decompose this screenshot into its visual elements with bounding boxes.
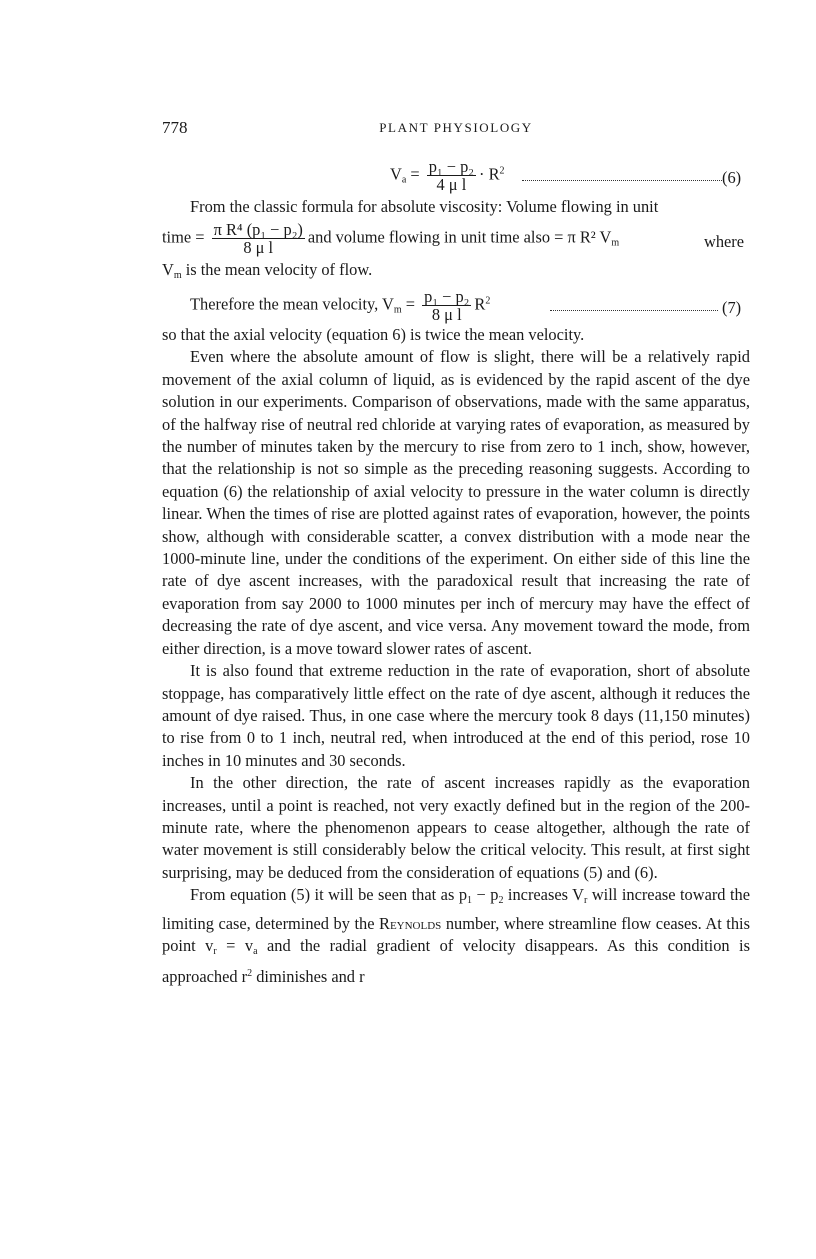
viscosity-mid-sub: m (611, 237, 620, 249)
page-header (162, 118, 750, 138)
eq7-prefix-sub: m (393, 304, 402, 316)
page-number: 778 (162, 118, 188, 137)
paragraph-reduction: It is also found that extreme reduction in the rate of evaporation, short of absolute stoppage, has comparatively little effect on the rate of dye ascent, although it reduces the amount of dye raised. Thus, in one case where the mercury took 8 days (11,150 minutes) to rise from 0 to 1 inch, neutral red, when introduced at the end of this period, rose 10 inches in 10 minutes and 30 seconds. (162, 661, 750, 770)
eq6-equals: = (406, 164, 424, 184)
eq5-text-2: − p (472, 885, 499, 905)
paragraph-direction: In the other direction, the rate of ascent increases rapidly as the evaporation increases, until a point is reached, not very exactly defined but in the region of the 200-minute rate, where the phenomenon appears to cease altogether, although the rate of water movement is still considerably below the critical velocity. This result, at first sight surprising, may be deduced from the consideration of equations (5) and (6). (162, 773, 750, 882)
viscosity-line-3 (162, 259, 750, 287)
eq5-text-7: and the radial gradient of velocity disappears. As this condition is approached r (162, 935, 750, 987)
viscosity-line-1: From the classic formula for absolute viscosity: Volume flowing in unit (190, 197, 659, 216)
paragraph-dye-ascent: Even where the absolute amount of flow is slight, there will be a relatively rapid movement of the axial column of liquid, as is evidenced by the rapid ascent of the dye solution in our experiments. Comparison of observations, made with the same apparatus, of the halfway rise of neutral red chloride at varying rates of evaporation, as measured by the number of minutes taken by the mercury to rise from zero to 1 inch, show, however, that the relationship is not so simple as the preceding reasoning suggests. According to equation (6) the relationship of axial velocity to pressure in the water column is directly linear. When the times of rise are plotted against rates of evaporation, however, the points show, although with considerable scatter, a convex distribution with a mode near the 1000-minute line, under the conditions of the experiment. On either side of this line the rate of dye ascent increases, with the paradoxical result that increasing the rate of evaporation from say 2000 to 1000 minutes per inch of mercury may have the effect of decreasing the rate of dye ascent, and vice versa. Any movement toward the mode, from either direction, is a move toward slower rates of ascent. (162, 347, 750, 658)
eq5-text-8: diminishes and r (252, 967, 365, 987)
eq7-number: (7) (722, 298, 742, 317)
eq7-denominator: 8 μ l (431, 305, 462, 324)
eq7-fraction (422, 288, 471, 323)
vm-symbol: V (162, 260, 174, 279)
time-prefix: time = (162, 227, 209, 247)
eq6-lhs: V (390, 164, 402, 184)
eq5-sub-5: a (253, 945, 258, 957)
viscosity-numerator: π R⁴ (p₁ − p₂) (213, 220, 303, 239)
main-body (162, 324, 750, 989)
eq6-denominator: 4 μ l (436, 175, 467, 194)
eq6-rhs-sup: 2 (499, 165, 505, 177)
viscosity-line-3-text (162, 259, 750, 287)
equation-6 (390, 158, 505, 193)
eq5-text-1: From equation (5) it will be seen that as p (190, 885, 468, 905)
viscosity-mid: and volume flowing in unit time also = π R² V (307, 227, 612, 247)
eq7-prefix: Therefore the mean velocity, V (190, 294, 394, 314)
eq5-sub-2: 2 (498, 895, 504, 907)
eq6-numerator: p₁ − p₂ (428, 157, 475, 176)
eq6-lhs-sub: a (401, 174, 407, 186)
eq6-rhs: · R (479, 164, 500, 184)
viscosity-line-2 (162, 221, 619, 256)
eq6-fraction (427, 158, 476, 193)
eq7-rhs: R (474, 294, 486, 314)
eq5-text-5: number, where streamline flow ceases. At this point v (162, 913, 750, 955)
eq7-equals: = (401, 294, 420, 314)
eq5-sub-4: r (213, 945, 217, 957)
eq5-sub-3: r (584, 895, 588, 907)
eq5-text-3: increases V (503, 885, 585, 905)
eq6-leader-dots (522, 180, 722, 181)
eq7-rhs-sup: 2 (485, 295, 491, 307)
paragraph-axial: so that the axial velocity (equation 6) is twice the mean velocity. (162, 325, 585, 344)
eq5-sup-1: 2 (247, 968, 253, 980)
journal-title: PLANT PHYSIOLOGY (379, 120, 533, 135)
viscosity-denominator: 8 μ l (243, 238, 274, 257)
viscosity-fraction (212, 221, 305, 256)
eq7-numerator: p₁ − p₂ (424, 287, 470, 306)
eq5-text-4: will increase toward the limiting case, determined by the (162, 885, 751, 933)
eq6-number: (6) (722, 168, 742, 187)
paragraph-viscosity (162, 196, 750, 218)
reynolds-name: Reynolds (379, 913, 442, 933)
eq7-leader-dots (550, 310, 718, 311)
vm-sub: m (173, 270, 182, 281)
eq5-sub-1: 1 (467, 895, 473, 907)
paragraph-equation-5 (162, 884, 750, 989)
viscosity-where: where (704, 232, 745, 251)
equation-7 (190, 288, 490, 323)
vm-description: is the mean velocity of flow. (181, 260, 373, 279)
eq5-text-6: = v (216, 935, 254, 955)
